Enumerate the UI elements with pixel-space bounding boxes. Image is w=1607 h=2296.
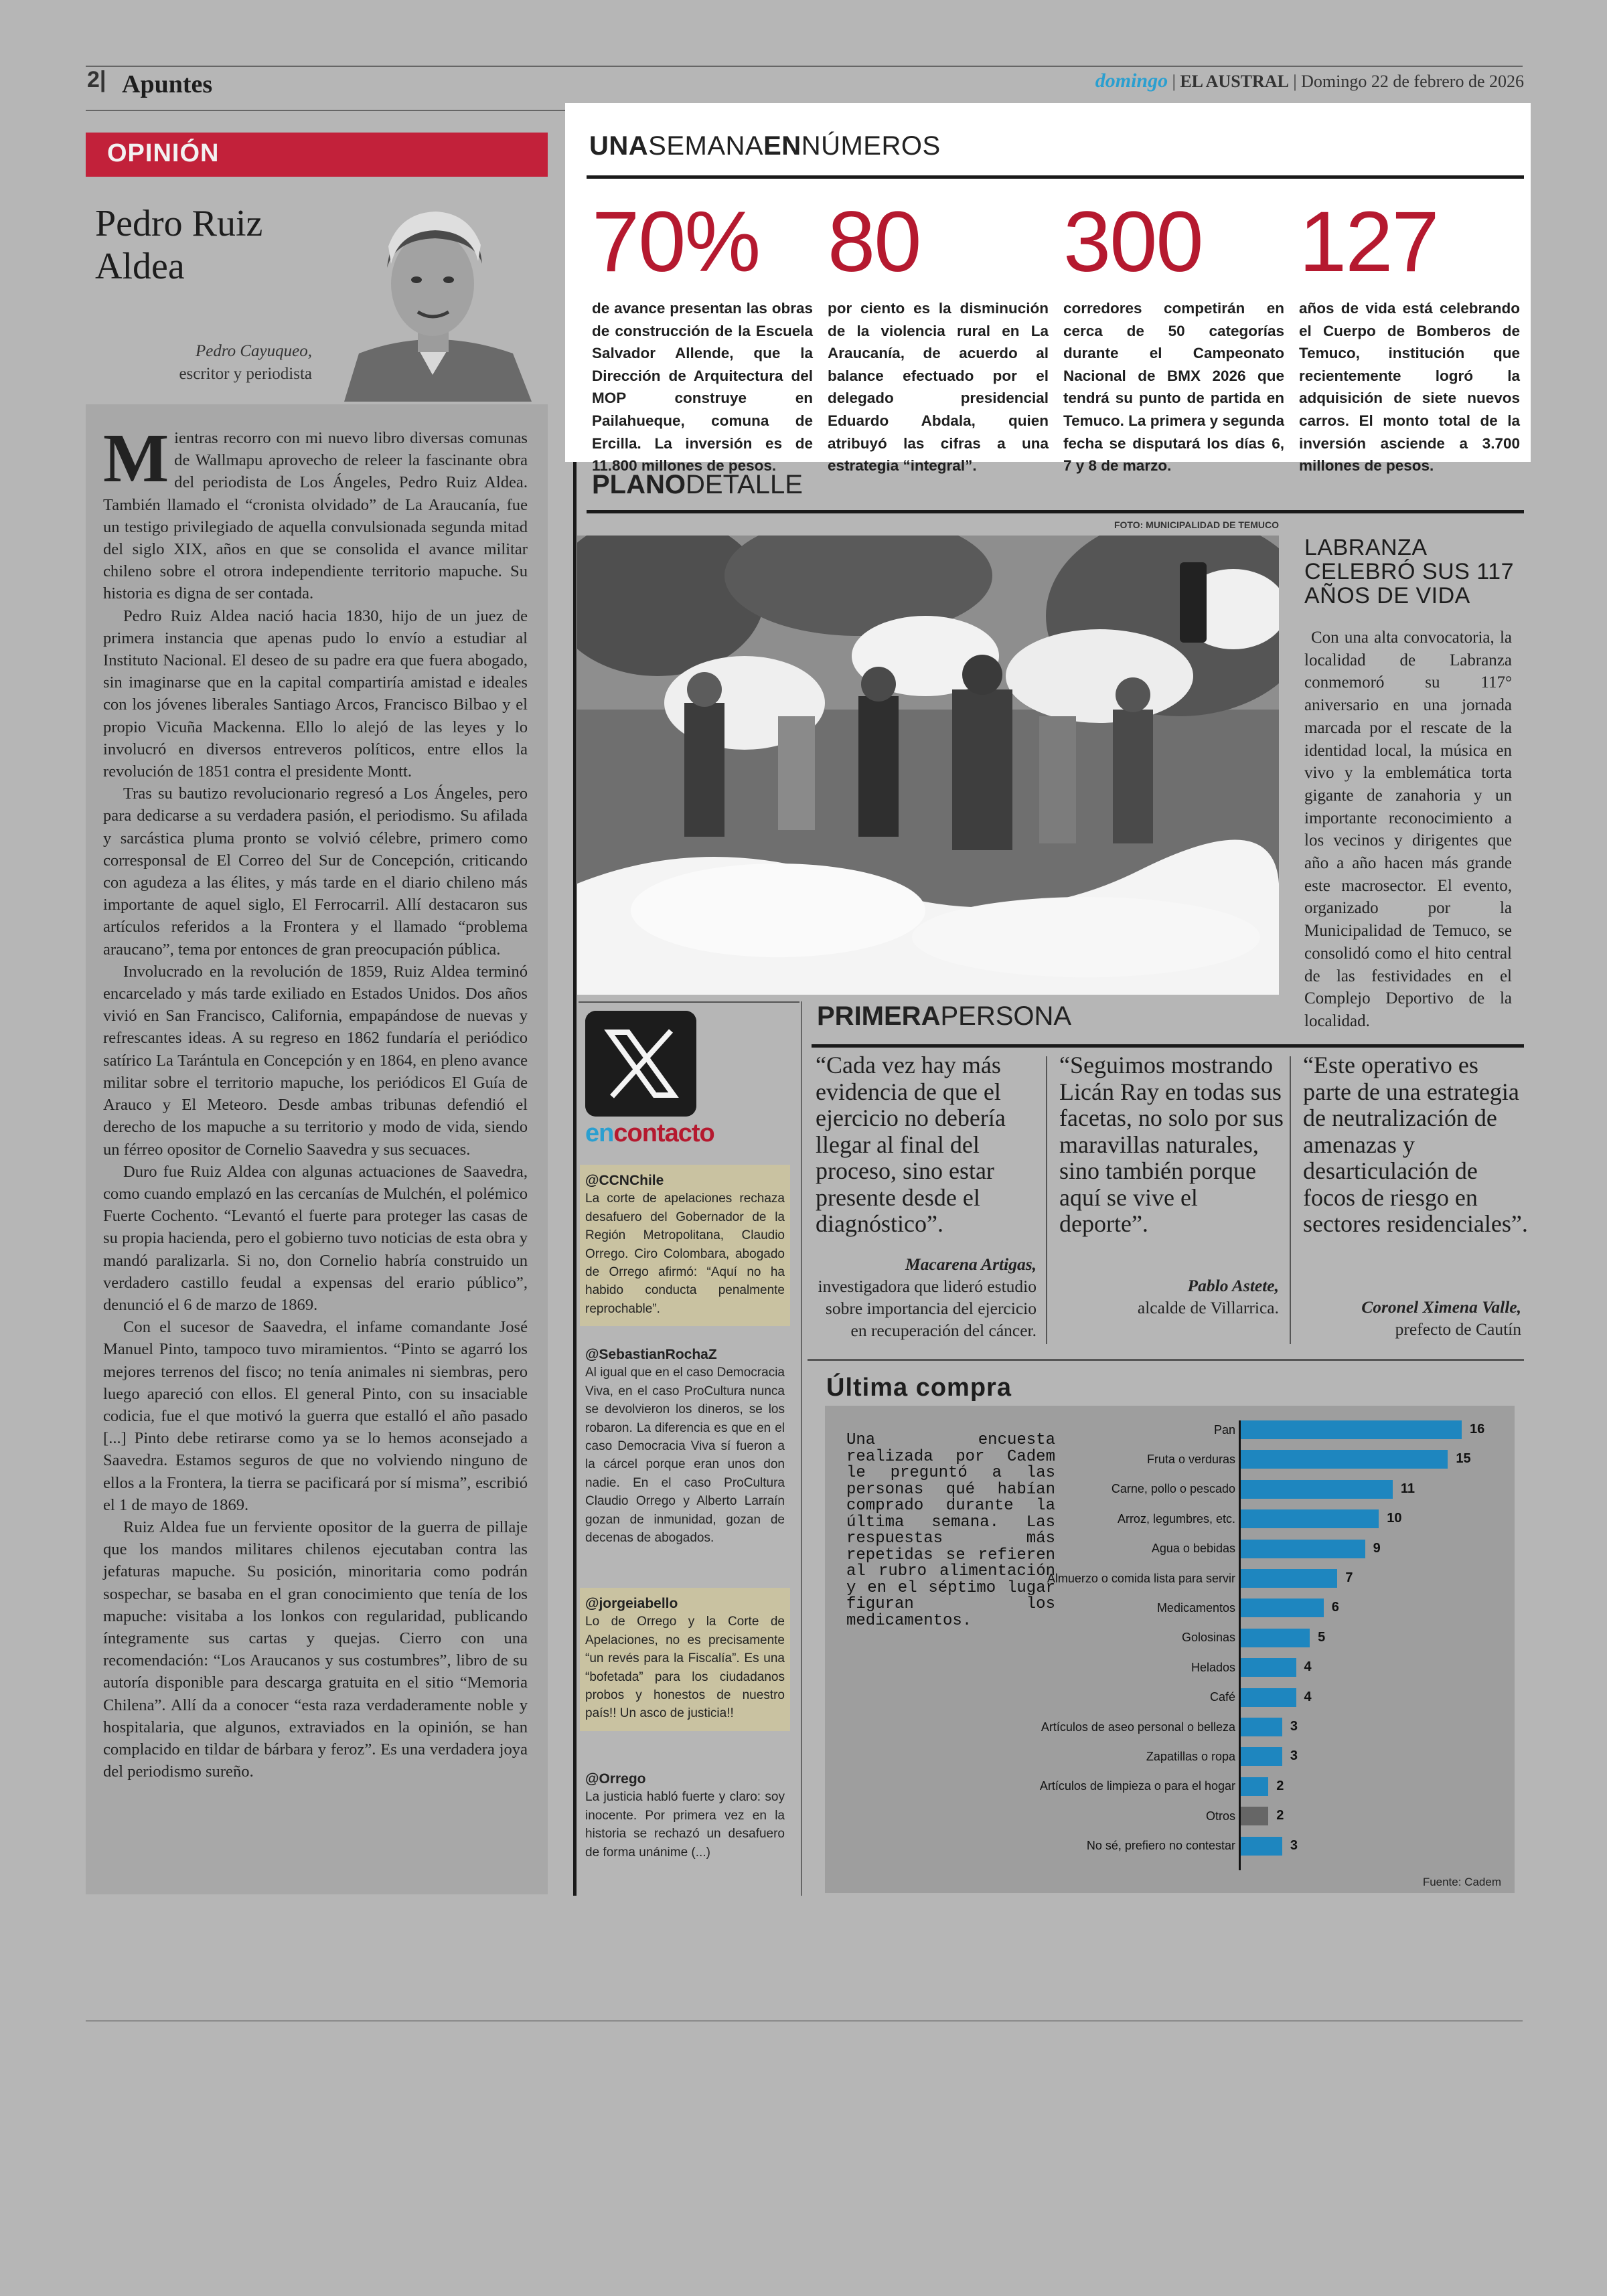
quote-name: Coronel Ximena Valle, bbox=[1361, 1297, 1521, 1317]
tweet bbox=[580, 1763, 790, 1870]
bar-label: Artículos de aseo personal o belleza bbox=[1041, 1720, 1235, 1734]
opinion-paragraph: Duro fue Ruiz Aldea con algunas actuaciones de Saavedra, como cuando emplazó en las cercanías de Mulchén, el polémico Fuerte Cochento. “Levantó el fuerte para proteger las casas de su propia hacienda, pero el gobierno tuvo noticias de esta obra y mandó paralizarla. Si no, don Cornelio habría construido un verdadero castillo feudal a expensas del erario público”, denunció el 6 de marzo de 1869. bbox=[103, 1162, 528, 1314]
bar-value-label: 3 bbox=[1290, 1719, 1298, 1734]
masthead: domingo | EL AUSTRAL | Domingo 22 de febrero de 2026 bbox=[1095, 70, 1524, 92]
bar-label: Agua o bebidas bbox=[1151, 1542, 1235, 1556]
bottom-rule bbox=[86, 2020, 1523, 2022]
bar bbox=[1241, 1450, 1448, 1469]
number-item bbox=[1299, 195, 1520, 477]
tweet-text: Lo de Orrego y la Corte de Apelaciones, no es precisamente “un revés para la Fiscalía”. Es una “bofetada” para los ciudadanos probos y honestos de nuestro país!! Un asco de justicia!! bbox=[585, 1615, 785, 1721]
tweet bbox=[580, 1339, 790, 1555]
quote-text: “Seguimos mostrando Licán Ray en todas sus facetas, no solo por sus maravillas naturales, sino también porque aquí se vive el deporte”. bbox=[1059, 1052, 1284, 1237]
bar bbox=[1241, 1420, 1462, 1439]
opinion-paragraph: Involucrado en la revolución de 1859, Ruiz Aldea terminó encarcelado y más tarde exiliado en Estados Unidos. Dos años vivió en San Francisco, California, empapándose de nuevas y refrescantes ideas. A su regreso en 1862 fundaría el periódico satírico La Tarántula en Concepción y en 1864, en pleno avance militar sobre el territorio mapuche, los periódicos El Guía de Arauco y El Meteoro. Desde ambas tribunas defendió el derecho de los mapuche a su territorio y modo de vida, siendo un férreo opositor de Cornelio Saavedra y sus secuaces. bbox=[103, 962, 528, 1159]
bar-label: Medicamentos bbox=[1156, 1601, 1235, 1615]
bar-value-label: 2 bbox=[1276, 1808, 1284, 1823]
bar bbox=[1241, 1480, 1393, 1499]
bar bbox=[1241, 1569, 1337, 1588]
quote-name: Macarena Artigas, bbox=[905, 1254, 1037, 1274]
columnist-name: Pedro Cayuqueo, bbox=[195, 342, 312, 360]
opinion-paragraph: Tras su bautizo revolucionario regresó a Los Ángeles, pero para dedicarse a su verdadera pasión, el periodismo. Su afilada y sarcástica pluma pronto se volvió célebre, primero como corresponsal de El Correo del Sur de Concepción, criticando con agudeza a las élites, y más tarde en el diario chileno más importante de aquel siglo, El Ferrocarril. Allí destacaron sus artículos referidos a la Frontera y el llamado “problema araucano”, tema por entonces de gran preocupación pública. bbox=[103, 785, 528, 959]
bar bbox=[1241, 1598, 1324, 1617]
number-description: de avance presentan las obras de construcción de la Escuela Salvador Allende, que la Dirección de Arquitectura del MOP construye en Pailahueque, comuna de Ercilla. La inversión es de 11.800 millones de pesos. bbox=[592, 300, 813, 475]
bar bbox=[1241, 1540, 1365, 1558]
page-number: 2| bbox=[87, 67, 106, 92]
bar-label: Otros bbox=[1205, 1809, 1235, 1823]
numbers-title: UNASEMANAENNÚMEROS bbox=[589, 131, 941, 161]
bar-label: Pan bbox=[1213, 1422, 1235, 1437]
bar-value-label: 5 bbox=[1318, 1629, 1326, 1645]
bar-label: Golosinas bbox=[1181, 1631, 1235, 1645]
bar-label: No sé, prefiero no contestar bbox=[1086, 1839, 1235, 1853]
contacto-title: encontacto bbox=[585, 1119, 714, 1147]
paper-name: EL AUSTRAL bbox=[1180, 72, 1289, 91]
columnist-caption bbox=[107, 340, 312, 386]
tweet-text: La corte de apelaciones rechaza desafuero del Gobernador de la Región Metropolitana, Claudio Orrego. Ciro Colombara, abogado de Orrego afirmó: “Aquí no ha habido conducta penalmente reprochable”. bbox=[585, 1192, 785, 1316]
tweet bbox=[580, 1165, 790, 1326]
opinion-banner: OPINIÓN bbox=[86, 133, 548, 177]
columnist-role: escritor y periodista bbox=[179, 365, 312, 383]
bar bbox=[1241, 1837, 1282, 1856]
quote-role: investigadora que lideró estudio sobre importancia del ejercicio en recuperación del cáncer. bbox=[818, 1277, 1037, 1340]
ultima-compra-rule bbox=[808, 1359, 1524, 1361]
bar-label: Almuerzo o comida lista para servir bbox=[1047, 1571, 1235, 1585]
bar-value-label: 6 bbox=[1331, 1600, 1339, 1615]
number-value: 70% bbox=[592, 194, 760, 290]
number-item bbox=[828, 195, 1049, 477]
quote-text: “Este operativo es parte de una estrategia de neutralización de amenazas y desarticulación de focos de riesgo en sectores residenciales”. bbox=[1303, 1052, 1528, 1237]
number-description: años de vida está celebrando el Cuerpo de Bomberos de Temuco, institución que recientemente logró la adquisición de siete nuevos carros. El monto total de la inversión asciende a 3.700 millones de pesos. bbox=[1299, 300, 1520, 475]
number-value: 127 bbox=[1299, 194, 1438, 290]
photo-credit: FOTO: MUNICIPALIDAD DE TEMUCO bbox=[1114, 519, 1279, 530]
columnist-photo bbox=[317, 194, 548, 402]
tweet-text: Al igual que en el caso Democracia Viva, en el caso ProCultura nunca se devolvieron los dineros, se los robaron. La diferencia es que en el caso Democracia Viva sí fueron a la cárcel porque eran unos don nadie. En el caso ProCultura Claudio Orrego y Alberto Larraín gozan de inmunidad, gozan de decenas de abogados. bbox=[585, 1366, 785, 1546]
bar bbox=[1241, 1777, 1268, 1796]
bar bbox=[1241, 1688, 1296, 1707]
brand-domingo: domingo bbox=[1095, 70, 1168, 92]
opinion-body bbox=[86, 404, 548, 1894]
bar-value-label: 4 bbox=[1304, 1659, 1312, 1675]
number-value: 80 bbox=[828, 194, 921, 290]
foam-party-photo bbox=[577, 536, 1279, 995]
quote-name: Pablo Astete, bbox=[1187, 1276, 1279, 1295]
numbers-rule bbox=[587, 175, 1524, 179]
labranza-body: Con una alta convocatoria, la localidad de Labranza conmemoró su 117° aniversario en una jornada marcada por el rescate de la identidad local, la música en vivo y la emblemática torta gigante de zanahoria y un importante reconocimiento a los vecinos y dirigentes que año a año hacen más grande este macrosector. El evento, organizado por la Municipalidad de Temuco, se consolidó como el hito central de las festividades en el Complejo Deportivo de la localidad. bbox=[1304, 629, 1512, 1030]
quote-text: “Cada vez hay más evidencia de que el ejercicio no debería llegar al final del proceso, sino estar presente desde el diagnóstico”. bbox=[816, 1052, 1006, 1237]
plano-title: PLANODETALLE bbox=[592, 470, 803, 499]
opinion-paragraph: Mientras recorro con mi nuevo libro diversas comunas de Wallmapu aprovecho de releer la fascinante obra del periodista de Los Ángeles, Pedro Ruiz Aldea. También llamado el “cronista olvidado” de La Araucanía, fue un testigo privilegiado de aquella convulsionada segunda mitad del siglo XIX, años en que se consolida el avance militar chileno sobre el otrora independiente territorio mapuche. Su historia es digna de ser contada. bbox=[103, 420, 528, 603]
quote-attribution bbox=[809, 1253, 1037, 1341]
tweet-handle: @SebastianRochaZ bbox=[585, 1347, 717, 1362]
number-description: por ciento es la disminución de la violencia rural en La Araucanía, de acuerdo al balance efectuado por el delegado presidencial Eduardo Abdala, quien atribuyó las cifras a una estrategia “integral”. bbox=[828, 300, 1049, 475]
quote-attribution bbox=[1051, 1275, 1279, 1319]
number-description: corredores competirán en cerca de 50 categorías durante el Campeonato Nacional de BMX 2026 que tendrá su punto de partida en Temuco. La primera y segunda fecha se disputará los días 6, 7 y 8 de marzo. bbox=[1063, 300, 1284, 475]
ultima-compra-title: Última compra bbox=[826, 1374, 1012, 1402]
chart-source: Fuente: Cadem bbox=[1422, 1876, 1501, 1888]
bar bbox=[1241, 1629, 1310, 1647]
bar-label: Helados bbox=[1191, 1660, 1235, 1674]
quote-attribution bbox=[1294, 1296, 1521, 1340]
issue-date: Domingo 22 de febrero de 2026 bbox=[1301, 72, 1524, 91]
quote-divider bbox=[1290, 1056, 1291, 1344]
bar bbox=[1241, 1807, 1268, 1825]
bar-value-label: 16 bbox=[1470, 1422, 1485, 1437]
primera-persona-rule bbox=[812, 1044, 1524, 1048]
header-rule-top bbox=[86, 66, 1523, 67]
bar-label: Carne, pollo o pescado bbox=[1111, 1482, 1235, 1496]
opinion-paragraph: Con el sucesor de Saavedra, el infame comandante José Manuel Pinto, tampoco tuvo miramientos. “Pinto se agarró los mejores terrenos del fisco; no tenía animales ni siembras, pero luego apareció con ellos. El general Pinto, con su insaciable codicia, fue el que motivó la guerra que estalló el año pasado [...] Pinto debe retirarse como ya se lo hemos aconsejado a Saavedra. Estamos seguros de que no volviendo ninguno de ellos a la Frontera, la tierra se pacificará por sí misma”, escribió el 1 de mayo de 1869. bbox=[103, 1318, 528, 1514]
tweet-text: La justicia habló fuerte y claro: soy inocente. Por primera vez en la historia se rechazó un desafuero de forma unánime (...) bbox=[585, 1790, 785, 1860]
bar-value-label: 3 bbox=[1290, 1837, 1298, 1853]
contacto-rule bbox=[579, 1001, 799, 1003]
number-value: 300 bbox=[1063, 194, 1203, 290]
primera-persona-title: PRIMERAPERSONA bbox=[817, 1001, 1072, 1031]
bar-label: Fruta o verduras bbox=[1146, 1452, 1235, 1466]
quote-role: prefecto de Cautín bbox=[1395, 1319, 1521, 1339]
bar bbox=[1241, 1718, 1282, 1736]
x-logo-icon bbox=[585, 1011, 696, 1117]
labranza-headline: LABRANZA CELEBRÓ SUS 117 AÑOS DE VIDA bbox=[1304, 535, 1515, 608]
number-item bbox=[592, 195, 813, 477]
tweet-handle: @Orrego bbox=[585, 1771, 646, 1787]
opinion-paragraph: Ruiz Aldea fue un ferviente opositor de la guerra de pillaje que los mandos militares chilenos ejecutaban contra las jefaturas mapuche. Su posición, minoritaria como podrán sospechar, se basaba en el gran conocimiento que tenía de los mapuche: visitaba a los lonkos con regularidad, publicando íntegramente sus cartas y quejas. Cierro con una recomendación: “Los Araucanos y sus costumbres”, libro de su autoría disponible para descarga gratuita en el sitio “Memoria Chilena”. Allí da a conocer “esta raza verdaderamente noble y hospitalaria, que algunos, extraviados en la opinión, se han complacido en tildar de bárbara y feroz”. Es una verdadera joya del periodismo sureño. bbox=[103, 1518, 528, 1781]
section-name: Apuntes bbox=[122, 70, 213, 98]
bar-value-label: 10 bbox=[1387, 1511, 1402, 1526]
bar bbox=[1241, 1658, 1296, 1677]
bar bbox=[1241, 1509, 1379, 1528]
bar-value-label: 3 bbox=[1290, 1748, 1298, 1764]
opinion-paragraph: Pedro Ruiz Aldea nació hacia 1830, hijo de un juez de primera instancia que apenas pudo lo envío a estudiar al Instituto Nacional. El deseo de su padre era que fuera abogado, sin imaginarse que en la capital compartiría amistad e ideales con los jóvenes liberales Santiago Arcos, Francisco Bilbao y el propio Vicuña Mackenna. Ello lo alejó de las leyes y lo involucró en diversos entreveros políticos, entre ellos la revolución de 1851 contra el presidente Montt. bbox=[103, 606, 528, 781]
bar-label: Zapatillas o ropa bbox=[1146, 1749, 1235, 1763]
tweet bbox=[580, 1588, 790, 1731]
bar-value-label: 9 bbox=[1373, 1540, 1381, 1556]
bar-label: Café bbox=[1209, 1690, 1235, 1704]
bar-value-label: 15 bbox=[1456, 1451, 1471, 1467]
bar-label: Arroz, legumbres, etc. bbox=[1117, 1511, 1235, 1526]
number-item bbox=[1063, 195, 1284, 477]
bar-value-label: 7 bbox=[1345, 1570, 1353, 1585]
bar-value-label: 4 bbox=[1304, 1689, 1312, 1704]
ultima-compra-intro: Una encuesta realizada por Cadem le preguntó a las personas qué habían comprado durante la última semana. Las respuestas más repetidas se refieren al rubro alimentación y en el séptimo lugar figuran los medicamentos. bbox=[846, 1431, 1055, 1630]
bar bbox=[1241, 1747, 1282, 1766]
plano-rule bbox=[587, 510, 1524, 513]
quote-role: alcalde de Villarrica. bbox=[1137, 1298, 1279, 1317]
tweet-handle: @CCNChile bbox=[585, 1173, 664, 1188]
bar-value-label: 2 bbox=[1276, 1778, 1284, 1793]
bar-value-label: 11 bbox=[1400, 1481, 1415, 1496]
contacto-divider bbox=[801, 1001, 802, 1896]
quote-divider bbox=[1046, 1056, 1047, 1344]
opinion-headline: Pedro Ruiz Aldea bbox=[95, 203, 263, 287]
bar-label: Artículos de limpieza o para el hogar bbox=[1039, 1779, 1235, 1793]
tweet-handle: @jorgeiabello bbox=[585, 1596, 678, 1611]
